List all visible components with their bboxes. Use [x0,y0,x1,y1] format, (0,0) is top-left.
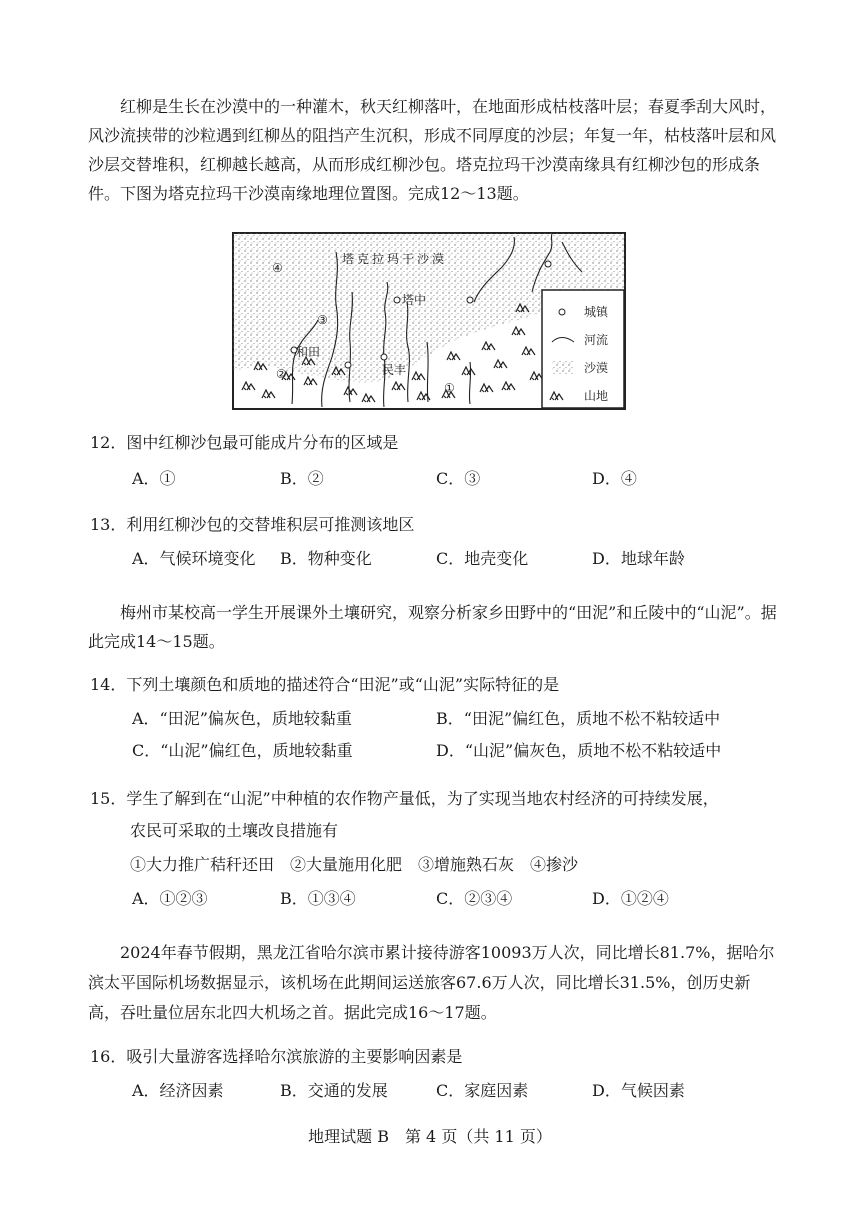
q14-option-c: C．“山泥”偏红色，质地较黏重 [132,741,353,760]
passage-soil: 梅州市某校高一学生开展课外土壤研究，观察分析家乡田野中的“田泥”和丘陵中的“山泥”。据此完成14～15题。 [88,603,777,651]
q13-option-a: A．气候环境变化 [132,549,256,568]
passage-harbin: 2024年春节假期，黑龙江省哈尔滨市累计接待游客10093万人次，同比增长81.7%，据哈尔滨太平国际机场数据显示，该机场在此期间运送旅客67.6万人次，同比增长31.5%，创历史新高，吞吐量位居东北四大机场之首。据此完成16～17题。 [88,943,775,1022]
town-tazhong: 塔中 [402,293,427,307]
q15-option-c: C．②③④ [436,889,513,908]
q16-option-a: A．经济因素 [132,1081,224,1100]
q15-option-b: B．①③④ [280,889,356,908]
q15-stem-line1: 15．学生了解到在“山泥”中种植的农作物产量低，为了实现当地农村经济的可持续发展， [90,789,719,808]
page-footer: 地理试题 B 第 4 页（共 11 页） [308,1127,552,1146]
region-4: ④ [272,261,283,275]
q15-option-a: A．①②③ [132,889,208,908]
legend-desert: 沙漠 [584,361,609,375]
q13-option-b: B．物种变化 [280,549,372,568]
q15-stem-line2: 农民可采取的土壤改良措施有 [130,821,339,840]
map-title: 塔 克 拉 玛 干 沙 漠 [342,252,445,266]
region-2: ② [276,367,287,381]
q14-option-b: B．“田泥”偏红色，质地不松不粘较适中 [436,709,721,728]
map-legend [542,290,624,408]
town-hotan: 和田 [296,345,321,359]
town-minfeng: 民丰 [382,363,407,377]
q13-option-d: D．地球年龄 [592,549,685,568]
region-3: ③ [317,313,328,327]
q12-option-b: B．② [280,469,324,488]
legend-mountain: 山地 [584,389,609,403]
q16-option-b: B．交通的发展 [280,1081,388,1100]
legend-town: 城镇 [584,305,609,319]
q16-option-c: C．家庭因素 [436,1081,529,1100]
taklamakan-map [232,232,626,410]
q12-stem: 12．图中红柳沙包最可能成片分布的区域是 [90,433,399,452]
q13-option-c: C．地壳变化 [436,549,529,568]
q14-option-a: A．“田泥”偏灰色，质地较黏重 [132,709,352,728]
q16-option-d: D．气候因素 [592,1081,685,1100]
passage-tamarisk: 红柳是生长在沙漠中的一种灌木，秋天红柳落叶，在地面形成枯枝落叶层；春夏季刮大风时，风沙流挟带的沙粒遇到红柳丛的阻挡产生沉积，形成不同厚度的沙层；年复一年，枯枝落叶层和风沙层交替堆积，红柳越长越高，从而形成红柳沙包。塔克拉玛干沙漠南缘具有红柳沙包的形成条件。下图为塔克拉玛干沙漠南缘地理位置图。完成12～13题。 [88,97,777,203]
q15-measures: ①大力推广秸秆还田 ②大量施用化肥 ③增施熟石灰 ④掺沙 [130,855,579,874]
q12-option-a: A．① [132,469,176,488]
q15-option-d: D．①②④ [592,889,669,908]
q13-stem: 13．利用红柳沙包的交替堆积层可推测该地区 [90,515,415,534]
q14-stem: 14．下列土壤颜色和质地的描述符合“田泥”或“山泥”实际特征的是 [90,675,560,694]
q16-stem: 16．吸引大量游客选择哈尔滨旅游的主要影响因素是 [90,1047,463,1066]
legend-river: 河流 [584,333,609,347]
region-1: ① [444,381,455,395]
q12-option-d: D．④ [592,469,637,488]
q12-option-c: C．③ [436,469,481,488]
q14-option-d: D．“山泥”偏灰色，质地不松不粘较适中 [436,741,722,760]
